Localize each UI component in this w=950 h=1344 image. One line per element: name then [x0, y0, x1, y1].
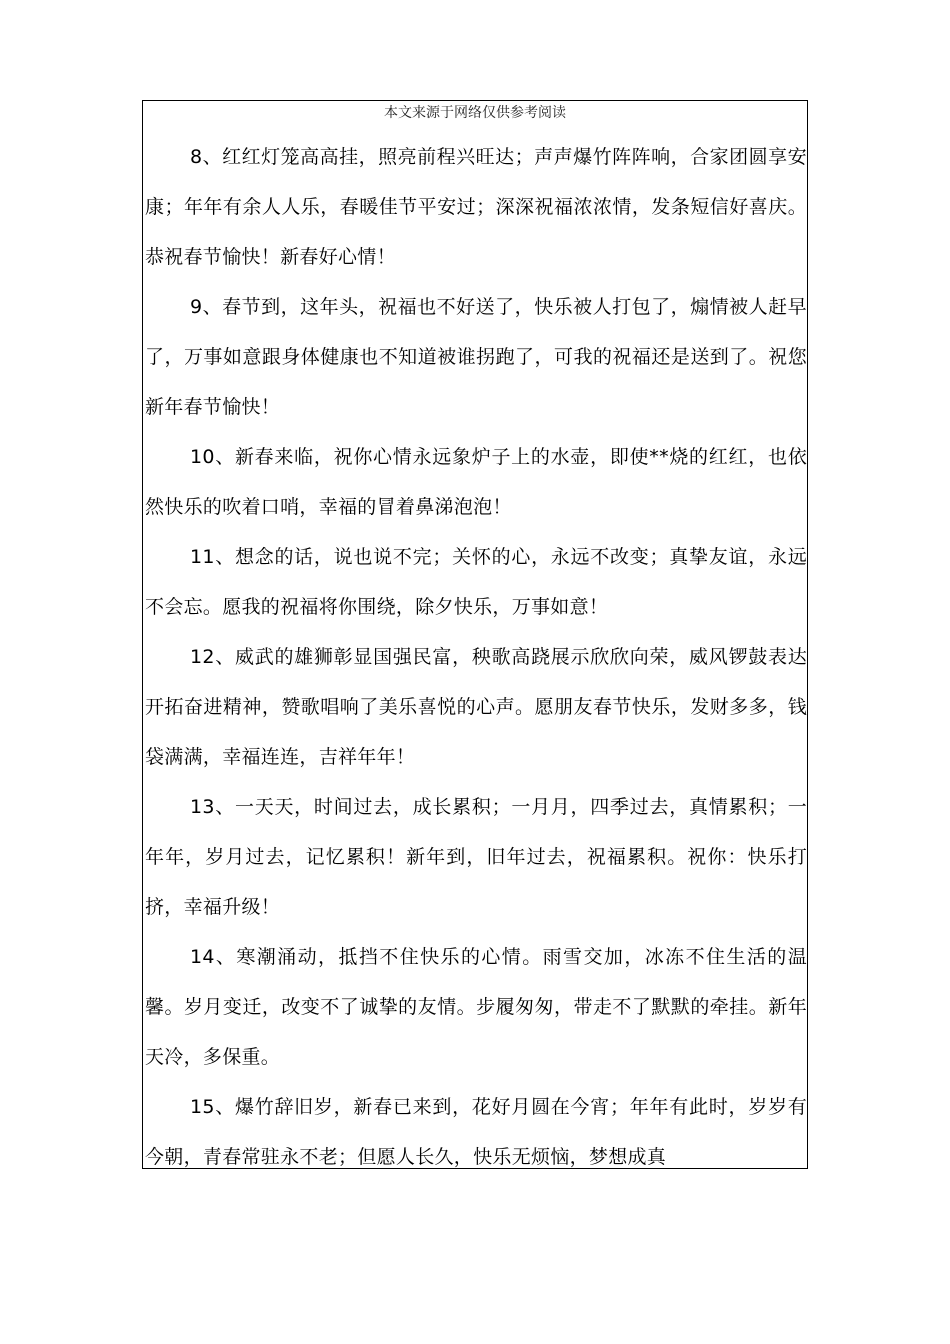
paragraph-8: 8、红红灯笼高高挂，照亮前程兴旺达；声声爆竹阵阵响，合家团圆享安康；年年有余人人乐，春暖佳节平安过；深深祝福浓浓情，发条短信好喜庆。恭祝春节愉快！新春好心情！ [145, 146, 807, 268]
paragraph-15: 15、爆竹辞旧岁，新春已来到，花好月圆在今宵；年年有此时，岁岁有今朝，青春常驻永不老；但愿人长久，快乐无烦恼，梦想成真 [145, 1096, 807, 1168]
paragraph-12: 12、威武的雄狮彰显国强民富，秧歌高跷展示欣欣向荣，威风锣鼓表达开拓奋进精神，赞歌唱响了美乐喜悦的心声。愿朋友春节快乐，发财多多，钱袋满满，幸福连连，吉祥年年！ [145, 646, 807, 768]
page-frame [142, 100, 808, 1169]
paragraph-10: 10、新春来临，祝你心情永远象炉子上的水壶，即使**烧的红红，也依然快乐的吹着口哨，幸福的冒着鼻涕泡泡！ [145, 446, 807, 518]
source-note: 本文来源于网络仅供参考阅读 [384, 105, 566, 121]
document-body [145, 132, 807, 1182]
paragraph-11: 11、想念的话，说也说不完；关怀的心，永远不改变；真挚友谊，永远不会忘。愿我的祝福将你围绕，除夕快乐，万事如意！ [145, 546, 807, 618]
paragraph-13: 13、一天天，时间过去，成长累积；一月月，四季过去，真情累积；一年年，岁月过去，记忆累积！新年到，旧年过去，祝福累积。祝你：快乐打挤，幸福升级！ [145, 796, 807, 918]
paragraph-9: 9、春节到，这年头，祝福也不好送了，快乐被人打包了，煽情被人赶早了，万事如意跟身体健康也不知道被谁拐跑了，可我的祝福还是送到了。祝您新年春节愉快！ [145, 296, 807, 418]
paragraph-14: 14、寒潮涌动，抵挡不住快乐的心情。雨雪交加，冰冻不住生活的温馨。岁月变迁，改变不了诚挚的友情。步履匆匆，带走不了默默的牵挂。新年天冷，多保重。 [145, 946, 807, 1068]
